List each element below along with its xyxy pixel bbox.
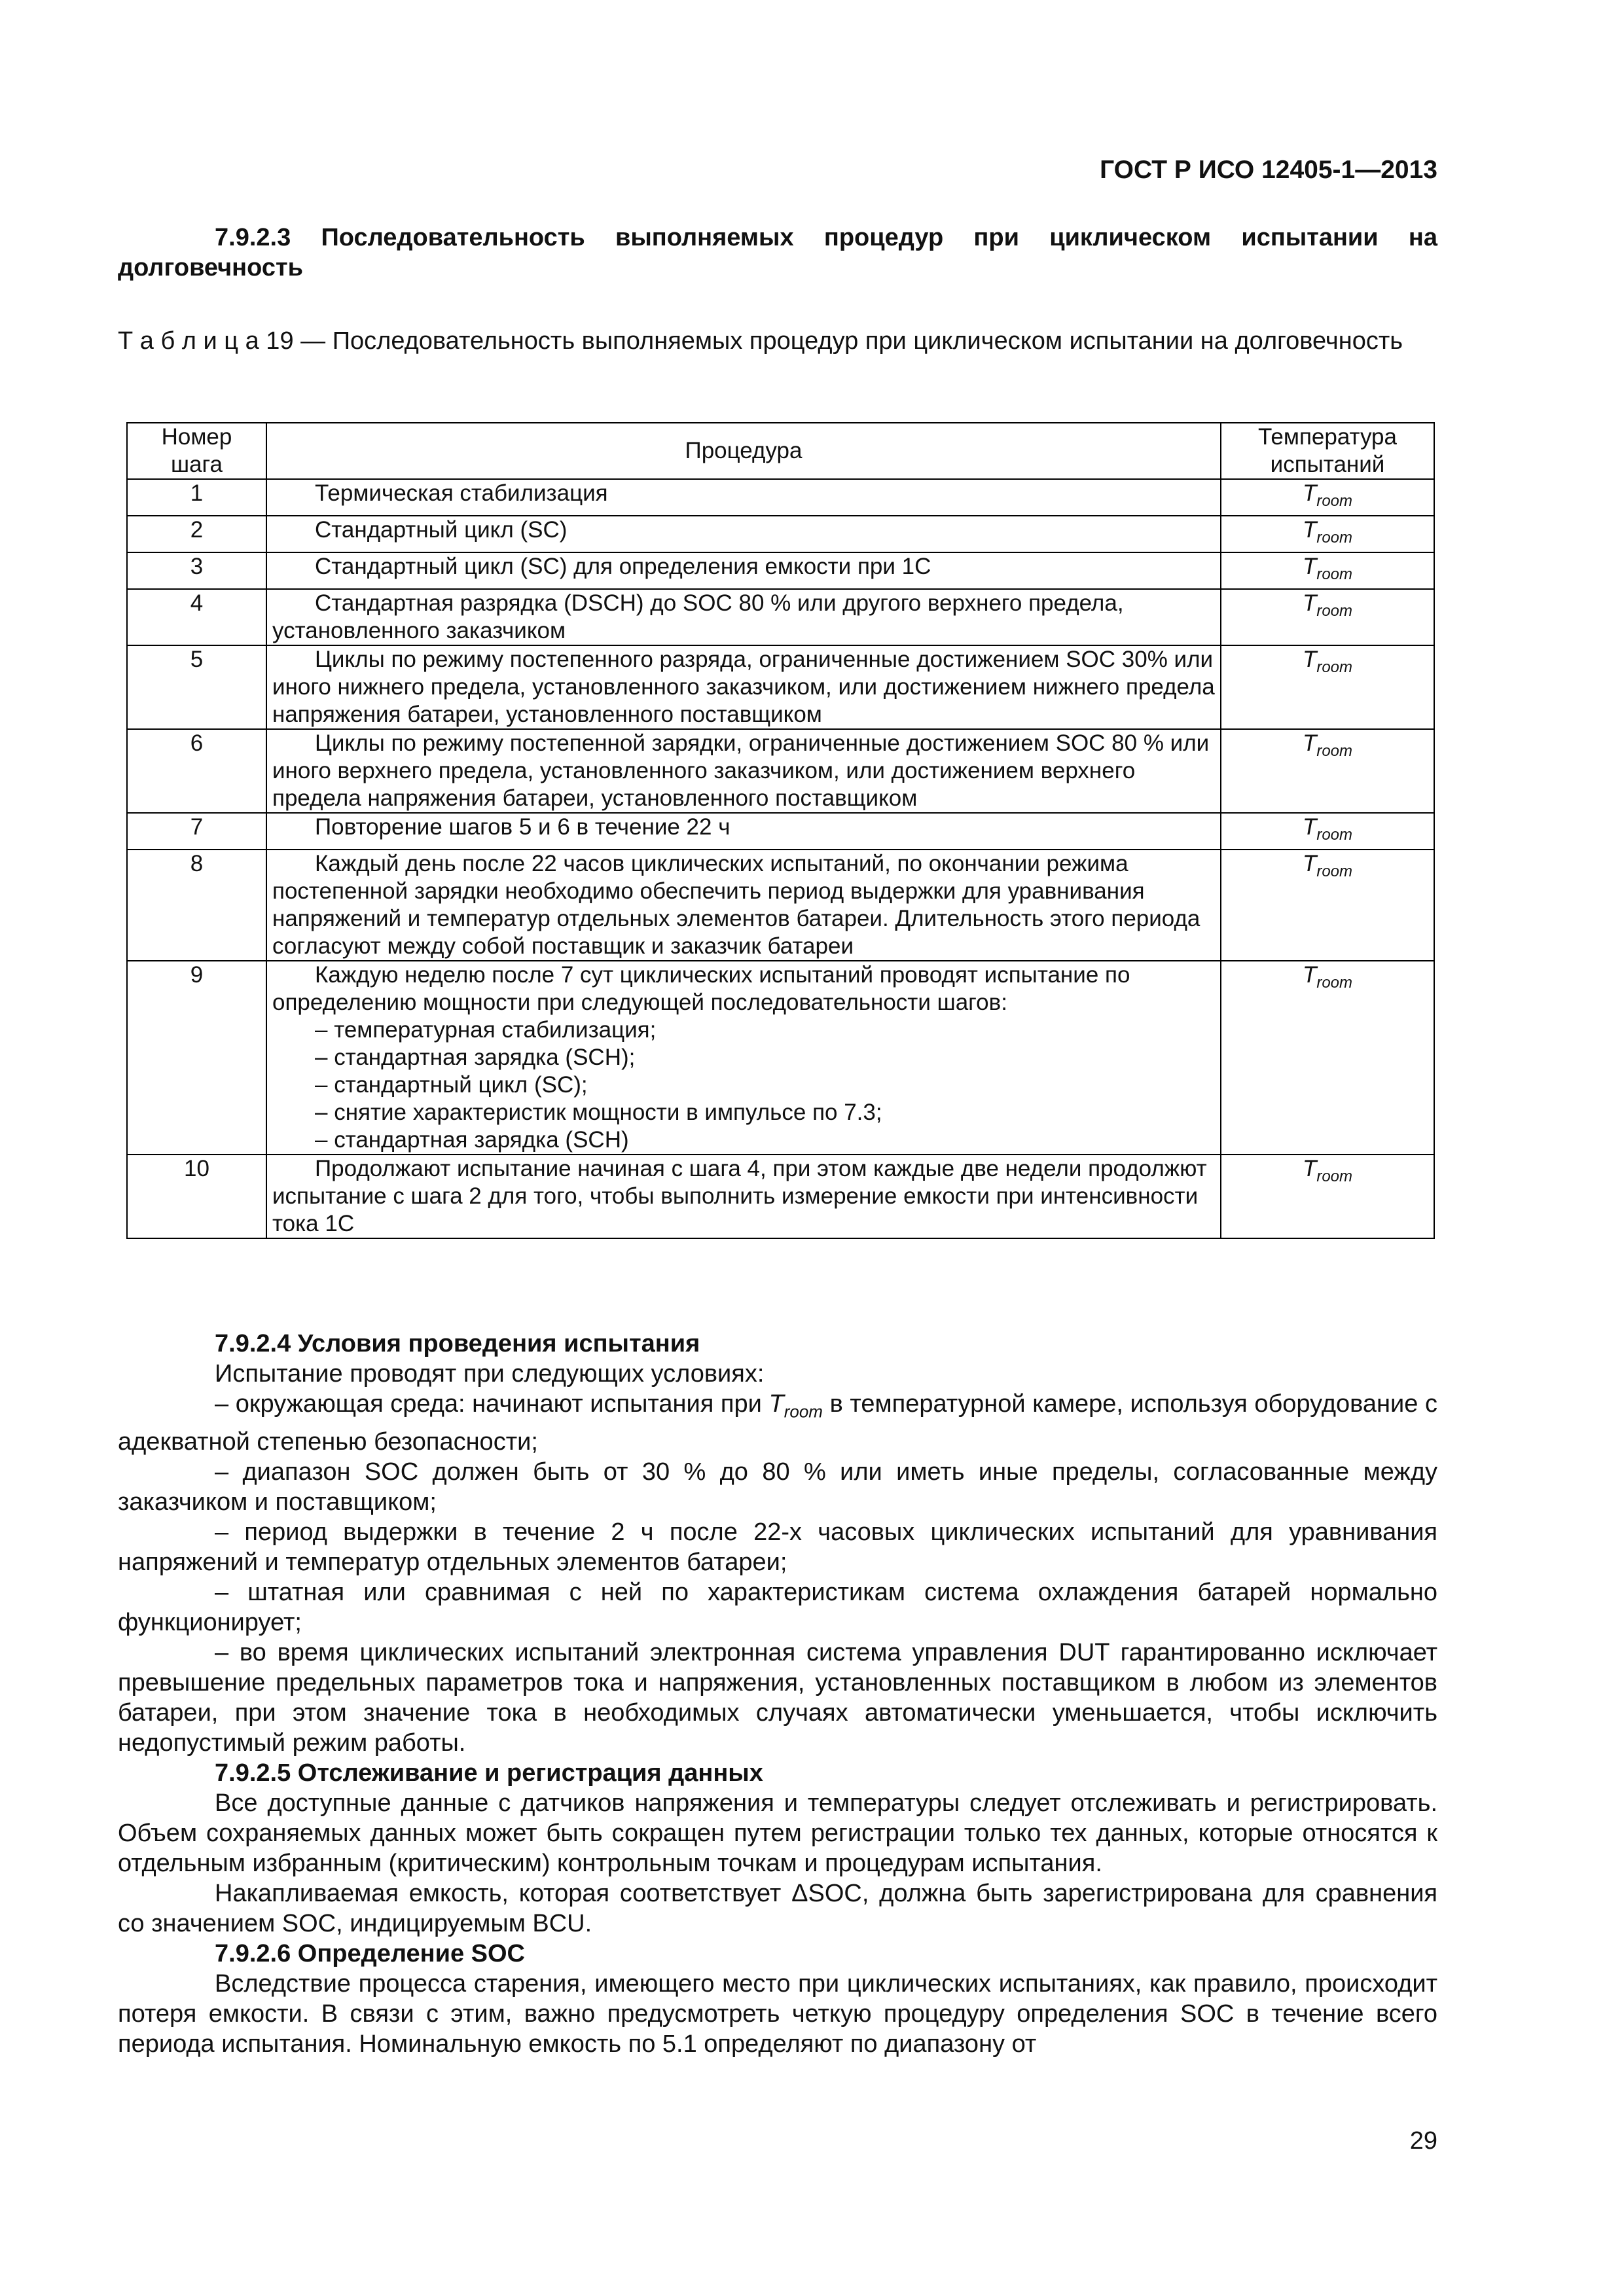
section-7925-title: 7.9.2.5 Отслеживание и регистрация данных — [215, 1759, 763, 1787]
temperature-cell — [1221, 813, 1434, 850]
procedure-cell — [266, 1155, 1221, 1238]
table-header-row — [127, 423, 1434, 479]
t-subscript: room — [1316, 658, 1353, 676]
table-row — [127, 813, 1434, 850]
condition-item-bms: – во время циклических испытаний электронная система управления DUT гарантированно исключает превышение предельных параметров тока и напряжения, установленных поставщиком в любом из элементов батареи, при этом значение тока в необходимых случаях автоматически уменьшается, чтобы исключить недопустимый режим работы. — [118, 1638, 1437, 1757]
t-symbol: T — [1302, 962, 1317, 988]
t-subscript: room — [1316, 602, 1353, 620]
table-body — [127, 479, 1434, 1238]
temperature-cell — [1221, 645, 1434, 729]
procedure-cell — [266, 516, 1221, 552]
step-number-cell: 2 — [127, 516, 266, 552]
condition-item-environment — [118, 1389, 1437, 1457]
condition-item-environment-end: в температурной камере, используя оборудование с адекватной степенью безопасности; — [118, 1390, 1438, 1456]
procedure-line: – снятие характеристик мощности в импульсе по 7.3; — [315, 1100, 882, 1125]
temperature-cell — [1221, 589, 1434, 645]
procedure-cell — [266, 589, 1221, 645]
procedure-line: Стандартный цикл (SC) — [315, 517, 568, 543]
table-row — [127, 589, 1434, 645]
procedure-cell — [266, 645, 1221, 729]
procedure-line: – температурная стабилизация; — [315, 1017, 657, 1043]
section-7925-para2: Накапливаемая емкость, которая соответствует ΔSOC, должна быть зарегистрирована для сравнения со значением SOC, индицируемым BCU. — [118, 1879, 1437, 1937]
t-subscript: room — [1316, 742, 1353, 760]
document-header: ГОСТ Р ИСО 12405-1—2013 — [1100, 156, 1437, 184]
procedure-line: Циклы по режиму постепенной зарядки, ограниченные достижением SOC 80 % или иного верхнего предела, установленного заказчиком, или достижением верхнего предела напряжения батареи, установленного поставщиком — [272, 730, 1210, 811]
t-symbol: T — [1302, 647, 1317, 672]
procedure-line: Термическая стабилизация — [315, 480, 608, 506]
section-7925-para1: Все доступные данные с датчиков напряжения и температуры следует отслеживать и регистрировать. Объем сохраняемых данных может быть сокращен путем регистрации только тех данных, которые относятся к отдельным избранным (критическим) контрольным точкам и процедурам испытания. — [118, 1789, 1437, 1877]
procedure-line: Циклы по режиму постепенного разряда, ограниченные достижением SOC 30% или иного нижнего предела, установленного заказчиком, или достижением нижнего предела напряжения батареи, установленного поставщиком — [272, 647, 1215, 727]
step-number-cell: 7 — [127, 813, 266, 850]
table-row — [127, 850, 1434, 961]
procedure-line: Каждый день после 22 часов циклических испытаний, по окончании режима постепенной зарядки необходимо обеспечить период выдержки для уравнивания напряжений и температур отдельных элементов батареи. Длительность этого периода согласуют между собой поставщик и заказчик батареи — [272, 851, 1200, 959]
procedure-line: Продолжают испытание начиная с шага 4, при этом каждые две недели продолжют испытание с шага 2 для того, чтобы выполнить измерение емкости при интенсивности тока 1С — [272, 1156, 1207, 1236]
temperature-cell — [1221, 552, 1434, 589]
header-procedure: Процедура — [266, 423, 1221, 479]
condition-item-soc-range: – диапазон SOC должен быть от 30 % до 80 % или иметь иные пределы, согласованные между заказчиком и поставщиком; — [118, 1458, 1437, 1516]
t-room-symbol — [768, 1390, 823, 1422]
t-subscript: room — [1316, 529, 1353, 547]
table-row — [127, 1155, 1434, 1238]
step-number-cell: 9 — [127, 961, 266, 1155]
temperature-cell — [1221, 1155, 1434, 1238]
procedure-table — [126, 422, 1435, 1239]
step-number-cell: 10 — [127, 1155, 266, 1238]
temperature-cell — [1221, 516, 1434, 552]
t-subscript: room — [1316, 565, 1353, 583]
table-row — [127, 516, 1434, 552]
t-subscript: room — [1316, 492, 1353, 510]
t-symbol: T — [1302, 590, 1317, 616]
t-symbol: T — [1302, 517, 1317, 543]
procedure-line: Повторение шагов 5 и 6 в течение 22 ч — [315, 814, 731, 840]
procedure-cell — [266, 850, 1221, 961]
header-temperature: Температура испытаний — [1221, 423, 1434, 479]
t-symbol: T — [1302, 851, 1317, 876]
section-7923-title: 7.9.2.3 Последовательность выполняемых процедур при циклическом испытании на долговечность — [118, 224, 1437, 281]
step-number-cell: 8 — [127, 850, 266, 961]
page-number: 29 — [1409, 2127, 1437, 2155]
table-row — [127, 552, 1434, 589]
header-step-number: Номер шага — [127, 423, 266, 479]
condition-item-rest-period: – период выдержки в течение 2 ч после 22-х часовых циклических испытаний для уравнивания напряжений и температур отдельных элементов батареи; — [118, 1518, 1437, 1576]
table-row — [127, 961, 1434, 1155]
section-7926-title: 7.9.2.6 Определение SOC — [215, 1939, 525, 1967]
procedure-line: Каждую неделю после 7 сут циклических испытаний проводят испытание по определению мощности при следующей последовательности шагов: — [272, 962, 1130, 1015]
t-subscript: room — [1316, 1168, 1353, 1185]
t-symbol: T — [1302, 480, 1317, 506]
temperature-cell — [1221, 479, 1434, 516]
table-row — [127, 729, 1434, 813]
t-subscript: room — [784, 1401, 823, 1422]
t-subscript: room — [1316, 863, 1353, 880]
procedure-line: Стандартный цикл (SC) для определения емкости при 1С — [315, 554, 931, 579]
procedure-cell — [266, 552, 1221, 589]
procedure-cell — [266, 479, 1221, 516]
condition-item-environment-start: – окружающая среда: начинают испытания при — [215, 1390, 762, 1418]
procedure-line: Стандартная разрядка (DSCH) до SOC 80 % или другого верхнего предела, установленного заказчиком — [272, 590, 1124, 643]
step-number-cell: 1 — [127, 479, 266, 516]
t-symbol: T — [1302, 554, 1317, 579]
section-7924 — [118, 1329, 1437, 2059]
t-symbol: T — [768, 1390, 784, 1418]
procedure-line: – стандартная зарядка (SCH) — [315, 1127, 629, 1153]
step-number-cell: 5 — [127, 645, 266, 729]
step-number-cell: 6 — [127, 729, 266, 813]
step-number-cell: 3 — [127, 552, 266, 589]
t-subscript: room — [1316, 974, 1353, 992]
condition-item-cooling: – штатная или сравнимая с ней по характеристикам система охлаждения батарей нормально функционирует; — [118, 1578, 1437, 1636]
procedure-cell — [266, 729, 1221, 813]
procedure-cell — [266, 961, 1221, 1155]
t-symbol: T — [1302, 730, 1317, 756]
temperature-cell — [1221, 961, 1434, 1155]
procedure-line: – стандартный цикл (SC); — [315, 1072, 588, 1098]
section-7926-para1: Вследствие процесса старения, имеющего место при циклических испытаниях, как правило, происходит потеря емкости. В связи с этим, важно предусмотреть четкую процедуру определения SOC в течение всего периода испытания. Номинальную емкость по 5.1 определяют по диапазону от — [118, 1969, 1437, 2058]
table-row — [127, 479, 1434, 516]
section-7924-intro: Испытание проводят при следующих условиях: — [215, 1360, 765, 1388]
t-subscript: room — [1316, 826, 1353, 844]
temperature-cell — [1221, 850, 1434, 961]
temperature-cell — [1221, 729, 1434, 813]
t-symbol: T — [1302, 1156, 1317, 1181]
procedure-cell — [266, 813, 1221, 850]
table-row — [127, 645, 1434, 729]
t-symbol: T — [1302, 814, 1317, 840]
procedure-line: – стандартная зарядка (SCH); — [315, 1045, 636, 1070]
step-number-cell: 4 — [127, 589, 266, 645]
table-caption: Т а б л и ц а 19 — Последовательность выполняемых процедур при циклическом испытании на долговечность — [118, 327, 1403, 355]
section-7924-title: 7.9.2.4 Условия проведения испытания — [215, 1330, 700, 1357]
